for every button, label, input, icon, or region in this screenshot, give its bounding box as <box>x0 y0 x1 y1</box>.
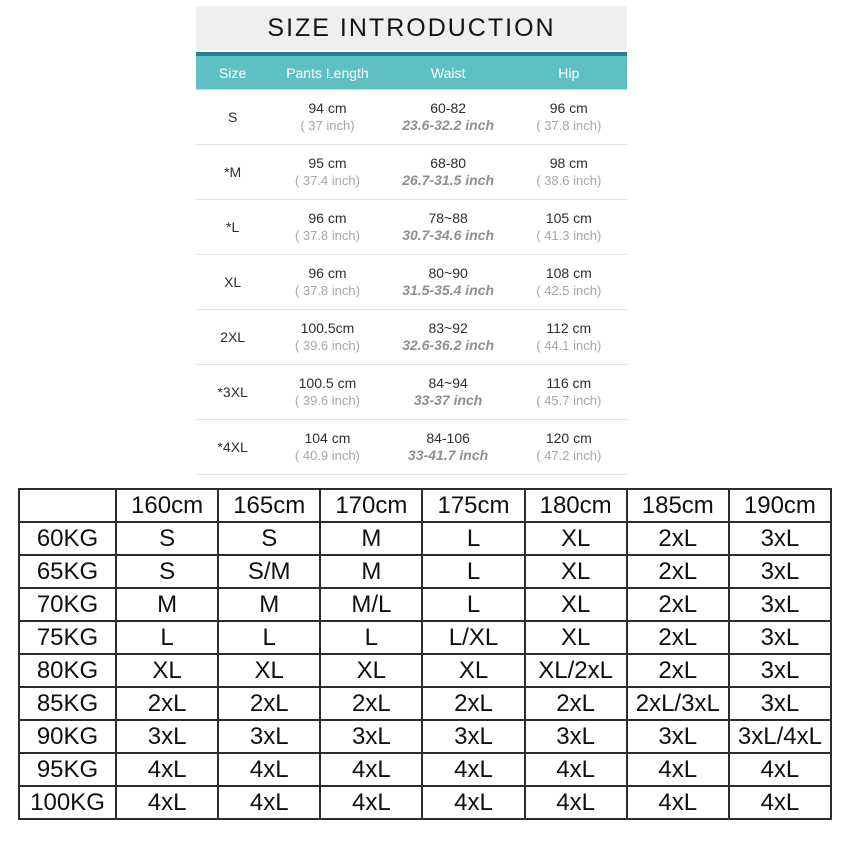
size-value-cell: S <box>116 522 218 555</box>
size-value-cell: XL <box>525 522 627 555</box>
table-row <box>19 687 831 720</box>
hip-cell <box>511 155 627 189</box>
pants-length-cell <box>269 430 385 464</box>
size-value-cell: 4xL <box>525 753 627 786</box>
table-row <box>19 720 831 753</box>
size-value-cell: 3xL <box>729 588 831 621</box>
waist-cell <box>386 375 511 409</box>
hip-value: 108 cm <box>545 265 592 281</box>
pants-length-value: 95 cm <box>308 155 347 171</box>
height-header: 170cm <box>320 489 422 522</box>
pants-length-value: 104 cm <box>304 430 351 446</box>
size-value-cell: XL <box>525 621 627 654</box>
size-value-cell: 4xL <box>218 753 320 786</box>
size-value-cell: XL <box>320 654 422 687</box>
size-value-cell: M <box>218 588 320 621</box>
table-row <box>196 420 627 475</box>
table-row <box>196 310 627 365</box>
size-value-cell: 4xL <box>627 753 729 786</box>
pants-length-inch: ( 37.8 inch) <box>294 228 360 243</box>
waist-inch: 33-41.7 inch <box>408 447 489 463</box>
size-value-cell: 3xL <box>218 720 320 753</box>
size-label: *L <box>226 219 240 235</box>
pants-length-value: 100.5cm <box>300 320 355 336</box>
size-introduction-title: SIZE INTRODUCTION <box>196 6 627 50</box>
waist-range: 68-80 <box>430 155 467 171</box>
size-value-cell: XL <box>422 654 524 687</box>
hip-cell <box>511 100 627 134</box>
size-value-cell: L <box>320 621 422 654</box>
height-weight-size-table <box>18 488 832 820</box>
size-value-cell: 4xL <box>422 786 524 819</box>
height-header: 175cm <box>422 489 524 522</box>
table-row <box>196 255 627 310</box>
waist-cell <box>386 320 511 354</box>
size-value-cell: 3xL <box>729 621 831 654</box>
size-value-cell: 4xL <box>116 786 218 819</box>
table-row <box>19 555 831 588</box>
size-value-cell: XL <box>525 555 627 588</box>
hip-inch: ( 38.6 inch) <box>536 173 602 188</box>
hip-value: 98 cm <box>549 155 588 171</box>
size-label: 2XL <box>220 329 246 345</box>
waist-range: 84-106 <box>426 430 470 446</box>
weight-label: 100KG <box>19 786 116 819</box>
size-value-cell: 3xL <box>729 555 831 588</box>
size-value-cell: M <box>320 555 422 588</box>
size-label: *4XL <box>217 439 248 455</box>
size-value-cell: 4xL <box>627 786 729 819</box>
table-row <box>196 365 627 420</box>
waist-cell <box>386 155 511 189</box>
size-value-cell: XL <box>218 654 320 687</box>
hip-value: 96 cm <box>549 100 588 116</box>
pants-length-inch: ( 37 inch) <box>300 118 355 133</box>
size-value-cell: 4xL <box>525 786 627 819</box>
size-value-cell: 3xL <box>116 720 218 753</box>
size-value-cell: L <box>422 522 524 555</box>
hip-inch: ( 47.2 inch) <box>536 448 602 463</box>
pants-length-inch: ( 39.6 inch) <box>294 338 360 353</box>
size-value-cell: L <box>422 588 524 621</box>
size-value-cell: 4xL <box>729 753 831 786</box>
hip-cell <box>511 375 627 409</box>
size-value-cell: 2xL <box>320 687 422 720</box>
waist-range: 84~94 <box>428 375 468 391</box>
pants-length-value: 96 cm <box>308 210 347 226</box>
size-introduction-table <box>196 6 627 475</box>
size-value-cell: S <box>116 555 218 588</box>
size-value-cell: 2xL/3xL <box>627 687 729 720</box>
hip-inch: ( 44.1 inch) <box>536 338 602 353</box>
hip-cell <box>511 320 627 354</box>
size-value-cell: 2xL <box>627 522 729 555</box>
waist-inch: 23.6-32.2 inch <box>402 117 495 133</box>
pants-length-inch: ( 39.6 inch) <box>294 393 360 408</box>
waist-inch: 30.7-34.6 inch <box>402 227 495 243</box>
table-row <box>19 588 831 621</box>
hip-cell <box>511 210 627 244</box>
waist-range: 83~92 <box>428 320 468 336</box>
size-value-cell: 2xL <box>627 555 729 588</box>
weight-label: 70KG <box>19 588 116 621</box>
size-value-cell: XL/2xL <box>525 654 627 687</box>
hip-inch: ( 42.5 inch) <box>536 283 602 298</box>
pants-length-value: 96 cm <box>308 265 347 281</box>
hip-inch: ( 37.8 inch) <box>536 118 602 133</box>
size-value-cell: S/M <box>218 555 320 588</box>
pants-length-cell <box>269 265 385 299</box>
size-value-cell: 2xL <box>116 687 218 720</box>
size-value-cell: 4xL <box>116 753 218 786</box>
waist-inch: 26.7-31.5 inch <box>402 172 495 188</box>
table-row <box>196 90 627 145</box>
size-value-cell: 2xL <box>627 621 729 654</box>
hip-value: 116 cm <box>546 375 592 391</box>
size-value-cell: S <box>218 522 320 555</box>
pants-length-cell <box>269 155 385 189</box>
pants-length-value: 94 cm <box>308 100 347 116</box>
waist-cell <box>386 100 511 134</box>
waist-cell <box>386 210 511 244</box>
height-header: 190cm <box>729 489 831 522</box>
size-value-cell: 3xL <box>729 654 831 687</box>
size-value-cell: 2xL <box>525 687 627 720</box>
size-value-cell: M <box>320 522 422 555</box>
size-value-cell: XL <box>525 588 627 621</box>
table-row <box>196 200 627 255</box>
size-value-cell: 4xL <box>422 753 524 786</box>
weight-label: 75KG <box>19 621 116 654</box>
height-header: 165cm <box>218 489 320 522</box>
size-value-cell: L/XL <box>422 621 524 654</box>
waist-range: 78~88 <box>428 210 468 226</box>
weight-label: 95KG <box>19 753 116 786</box>
weight-label: 85KG <box>19 687 116 720</box>
waist-cell <box>386 430 511 464</box>
size-value-cell: L <box>422 555 524 588</box>
table-row <box>19 654 831 687</box>
waist-inch: 31.5-35.4 inch <box>402 282 495 298</box>
pants-length-cell <box>269 375 385 409</box>
pants-length-cell <box>269 320 385 354</box>
size-label: *M <box>224 164 242 180</box>
size-value-cell: 4xL <box>320 786 422 819</box>
size-value-cell: 4xL <box>729 786 831 819</box>
corner-cell <box>19 489 116 522</box>
column-header-pants-length: Pants Length <box>286 64 369 81</box>
pants-length-cell <box>269 100 385 134</box>
size-label: *3XL <box>217 384 248 400</box>
hip-value: 112 cm <box>546 320 592 336</box>
size-value-cell: 3xL <box>422 720 524 753</box>
size-value-cell: XL <box>116 654 218 687</box>
size-value-cell: 3xL <box>729 687 831 720</box>
weight-label: 65KG <box>19 555 116 588</box>
size-value-cell: 2xL <box>218 687 320 720</box>
waist-range: 80~90 <box>428 265 468 281</box>
waist-range: 60-82 <box>430 100 467 116</box>
pants-length-inch: ( 40.9 inch) <box>294 448 360 463</box>
waist-inch: 33-37 inch <box>413 392 483 408</box>
pants-length-cell <box>269 210 385 244</box>
weight-label: 90KG <box>19 720 116 753</box>
column-header-hip: Hip <box>558 64 580 81</box>
size-value-cell: 3xL <box>627 720 729 753</box>
size-value-cell: 4xL <box>320 753 422 786</box>
waist-cell <box>386 265 511 299</box>
table-row <box>19 621 831 654</box>
weight-label: 60KG <box>19 522 116 555</box>
size-value-cell: L <box>116 621 218 654</box>
height-header: 160cm <box>116 489 218 522</box>
size-value-cell: 2xL <box>627 588 729 621</box>
hip-inch: ( 45.7 inch) <box>536 393 602 408</box>
hip-cell <box>511 265 627 299</box>
table-row <box>19 522 831 555</box>
size-value-cell: L <box>218 621 320 654</box>
size-value-cell: M <box>116 588 218 621</box>
height-header: 185cm <box>627 489 729 522</box>
hip-cell <box>511 430 627 464</box>
size-value-cell: 3xL <box>729 522 831 555</box>
hip-inch: ( 41.3 inch) <box>536 228 602 243</box>
waist-inch: 32.6-36.2 inch <box>402 337 495 353</box>
size-intro-header-row <box>196 52 627 90</box>
hip-value: 120 cm <box>545 430 592 446</box>
pants-length-value: 100.5 cm <box>298 375 357 391</box>
pants-length-inch: ( 37.8 inch) <box>294 283 360 298</box>
size-value-cell: 3xL <box>525 720 627 753</box>
weight-label: 80KG <box>19 654 116 687</box>
height-header-row <box>19 489 831 522</box>
height-header: 180cm <box>525 489 627 522</box>
size-value-cell: 3xL/4xL <box>729 720 831 753</box>
table-row <box>19 786 831 819</box>
pants-length-inch: ( 37.4 inch) <box>294 173 360 188</box>
size-value-cell: 2xL <box>627 654 729 687</box>
table-row <box>19 753 831 786</box>
column-header-size: Size <box>219 64 247 81</box>
table-row <box>196 145 627 200</box>
size-value-cell: 2xL <box>422 687 524 720</box>
size-value-cell: 4xL <box>218 786 320 819</box>
size-value-cell: M/L <box>320 588 422 621</box>
hip-value: 105 cm <box>545 210 592 226</box>
size-label: XL <box>224 274 242 290</box>
column-header-waist: Waist <box>430 64 466 81</box>
size-value-cell: 3xL <box>320 720 422 753</box>
size-label: S <box>227 109 238 125</box>
